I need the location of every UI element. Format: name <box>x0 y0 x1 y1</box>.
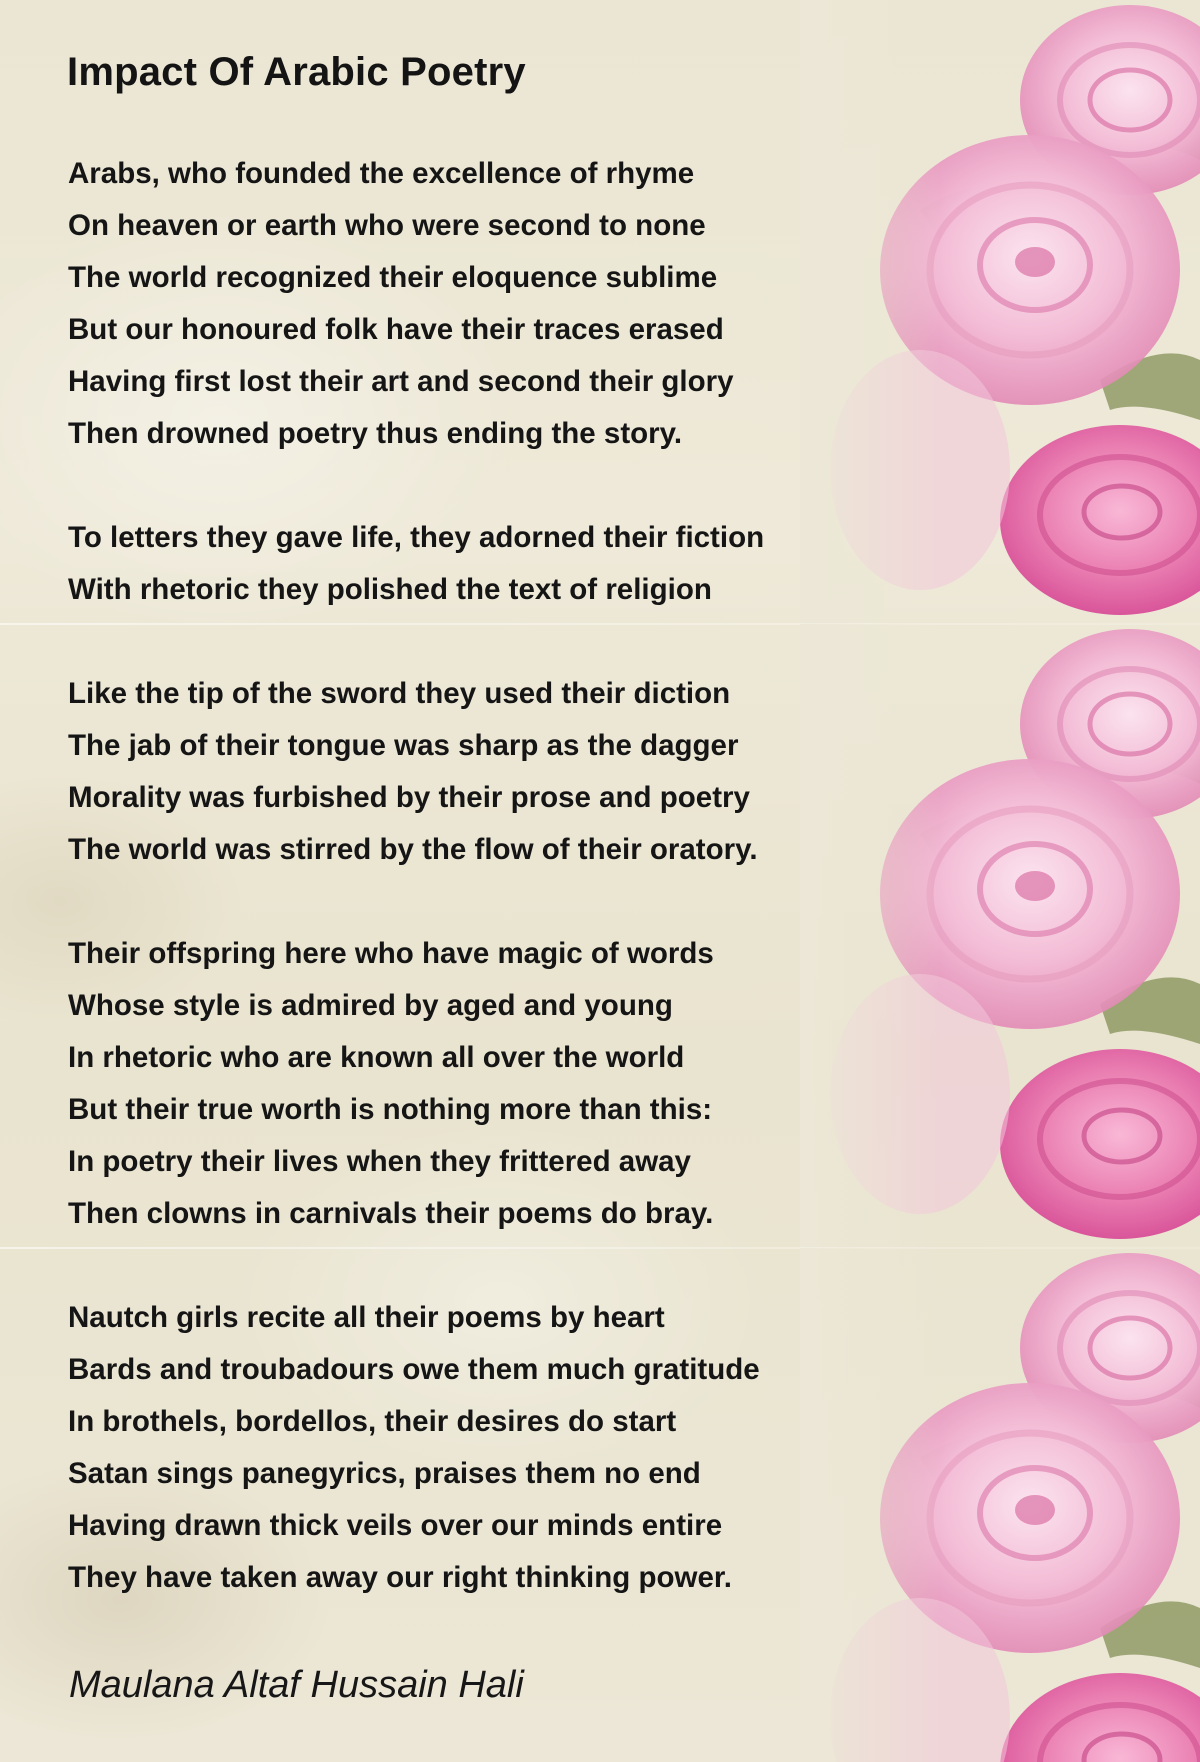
poem-line: In rhetoric who are known all over the world <box>68 1041 685 1074</box>
poem-line: Morality was furbished by their prose and poetry <box>68 781 750 814</box>
poem-line: Satan sings panegyrics, praises them no end <box>68 1457 701 1490</box>
poem-line: The jab of their tongue was sharp as the dagger <box>68 729 739 762</box>
poem-title: Impact Of Arabic Poetry <box>67 50 526 94</box>
roses-decoration <box>800 1248 1200 1762</box>
poem-line: They have taken away our right thinking power. <box>68 1561 732 1594</box>
poem-line: With rhetoric they polished the text of religion <box>68 573 712 606</box>
poem-author: Maulana Altaf Hussain Hali <box>69 1664 524 1706</box>
poem-line: Nautch girls recite all their poems by heart <box>68 1301 665 1334</box>
poem-line: On heaven or earth who were second to none <box>68 209 706 242</box>
poem-line: The world recognized their eloquence sublime <box>68 261 718 294</box>
poem-line: Like the tip of the sword they used their diction <box>68 677 731 710</box>
poem-line: In poetry their lives when they frittered away <box>68 1145 691 1178</box>
poem-line: Arabs, who founded the excellence of rhyme <box>68 157 695 190</box>
poem-line: Whose style is admired by aged and young <box>68 989 673 1022</box>
stanza-4 <box>68 928 714 1240</box>
poem-line: To letters they gave life, they adorned their fiction <box>68 521 765 554</box>
stanza-5 <box>68 1292 760 1604</box>
poem-line: Having first lost their art and second their glory <box>68 365 734 398</box>
roses-decoration <box>800 0 1200 624</box>
poem-line: The world was stirred by the flow of their oratory. <box>68 833 758 866</box>
poem-line: In brothels, bordellos, their desires do start <box>68 1405 677 1438</box>
poem-line: Then clowns in carnivals their poems do bray. <box>68 1197 714 1230</box>
stanza-1 <box>68 148 734 460</box>
poem-line: But our honoured folk have their traces erased <box>68 313 724 346</box>
poem-line: Their offspring here who have magic of words <box>68 937 714 970</box>
stanza-2 <box>68 512 764 616</box>
poem-line: Bards and troubadours owe them much gratitude <box>68 1353 760 1386</box>
poem-line: But their true worth is nothing more than this: <box>68 1093 713 1126</box>
stanza-3 <box>68 668 758 876</box>
roses-decoration <box>800 624 1200 1248</box>
poem-line: Then drowned poetry thus ending the story. <box>68 417 683 450</box>
poem-line: Having drawn thick veils over our minds entire <box>68 1509 723 1542</box>
